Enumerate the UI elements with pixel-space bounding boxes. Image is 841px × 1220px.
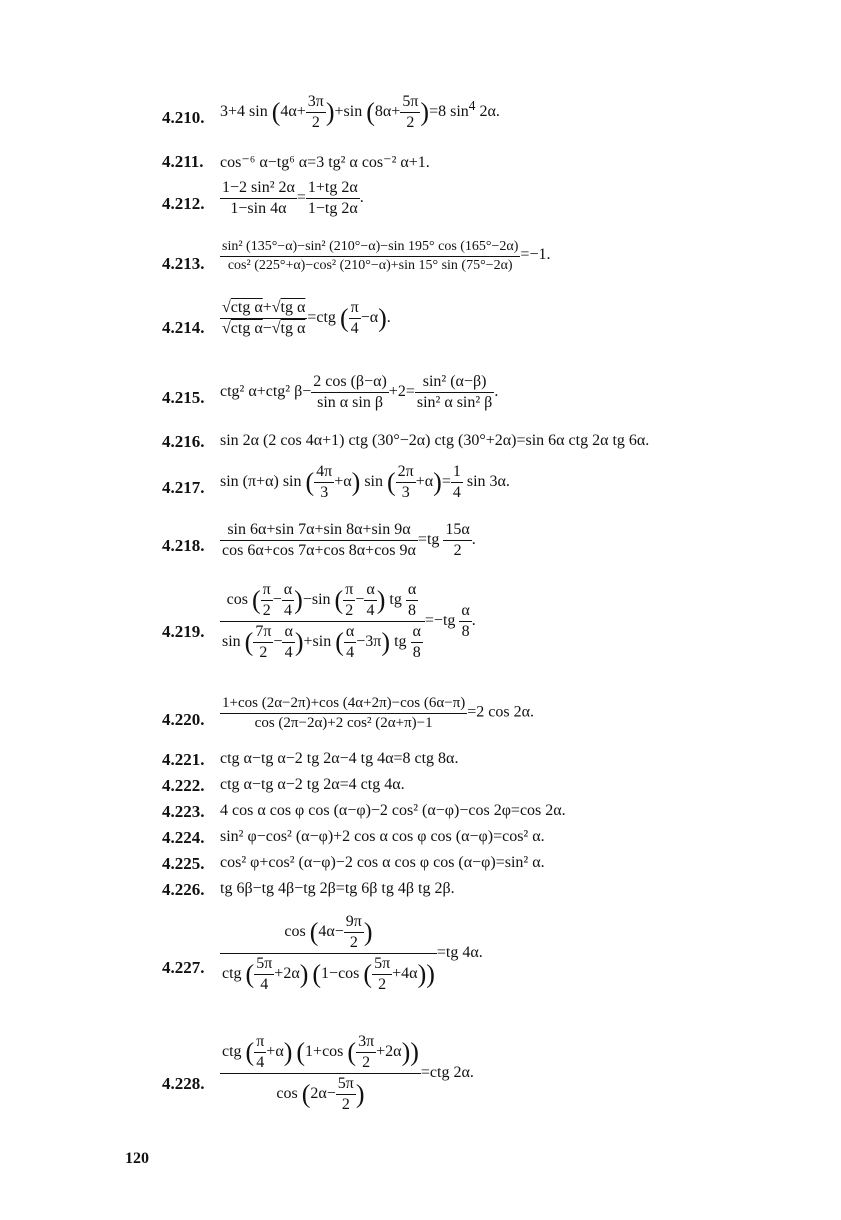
problem-4-220 bbox=[162, 694, 801, 746]
problem-number: 4.216. bbox=[162, 432, 205, 451]
problem-expression: $\frac{\text{sin² (135°−α)−sin² (210°−α)−sin 195° cos (165°−2α)}}{\text{cos² (225°+α)−cos² (210°−α)+sin 15° sin (75°−2α)}}$ =−1. bbox=[222, 239, 551, 273]
problem-4-225 bbox=[162, 854, 801, 876]
problem-expression: ctg α−tg α−2 tg 2α=4 ctg 4α. bbox=[220, 776, 405, 793]
problem-expression: ctg ( $\frac{\pi}{4}$ +α) (1+cos ( $\frac{3\pi}{2}$ +2α)) cos (2α− $\frac{5\pi}{2}$ ) =ctg 2α. bbox=[222, 1033, 474, 1113]
problem-4-213 bbox=[162, 238, 801, 290]
problem-number: 4.220. bbox=[162, 710, 205, 729]
problem-expression: $\frac{\text{1−2 sin² 2α}}{1-\sin 4\alpha}$ = $\frac{1+tg 2\alpha}{1-tg 2\alpha}$ . bbox=[222, 179, 364, 217]
problem-number: 4.227. bbox=[162, 958, 205, 977]
problem-number: 4.214. bbox=[162, 318, 205, 337]
problem-4-216 bbox=[162, 432, 801, 456]
problem-expression: $\frac{1+\cos (2\alpha-2\pi)+\cos (4\alpha+2\pi)-\cos (6\alpha-\pi)}{\text{cos (2π−2α)+2 cos² (2α+π)−1}}$ =2 cos 2α. bbox=[222, 695, 534, 731]
problem-expression: cos² φ+cos² (α−φ)−2 cos α cos φ cos (α−φ)=sin² α. bbox=[220, 854, 545, 871]
problem-number: 4.211. bbox=[162, 152, 204, 171]
problem-number: 4.218. bbox=[162, 536, 205, 555]
problem-4-219 bbox=[162, 580, 801, 690]
problem-4-223 bbox=[162, 802, 801, 824]
problem-expression: sin (π+α) sin ( $\frac{4\pi}{3}$ +α) sin ( $\frac{2\pi}{3}$ +α)= $\frac{1}{4}$ sin 3α. bbox=[220, 463, 510, 501]
problem-4-210 bbox=[162, 92, 801, 144]
problem-number: 4.219. bbox=[162, 622, 205, 641]
problem-number: 4.217. bbox=[162, 478, 205, 497]
problem-4-214 bbox=[162, 298, 801, 360]
problem-expression: ctg² α+ctg² β− $\frac{2 \cos (\beta-\alpha)}{\text{sin α sin β}}$ +2= $\frac{\text{sin² (α−β)}}{\text{sin² α sin² β}}$ . bbox=[220, 373, 499, 411]
problem-number: 4.222. bbox=[162, 776, 205, 795]
problem-4-211 bbox=[162, 152, 801, 176]
problem-4-212 bbox=[162, 178, 801, 228]
problem-expression: 3+4 sin (4α+ $\frac{3\pi}{2}$ )+sin (8α+ $\frac{5\pi}{2}$ )=8 $\sin^4 2\alpha$. bbox=[220, 93, 500, 131]
problem-expression: sin 2α (2 cos 4α+1) ctg (30°−2α) ctg (30°+2α)=sin 6α ctg 2α tg 6α. bbox=[220, 432, 650, 449]
problem-number: 4.225. bbox=[162, 854, 205, 873]
problem-expression: $\frac{\text{√ctg α+√tg α}}{\text{√ctg α−√tg α}}$ =ctg ( $\frac{\pi}{4}$ −α). bbox=[222, 299, 391, 337]
problem-number: 4.212. bbox=[162, 194, 205, 213]
problem-4-218 bbox=[162, 520, 801, 572]
page-number: 120 bbox=[125, 1150, 149, 1167]
problem-4-224 bbox=[162, 828, 801, 850]
problem-expression: tg 6β−tg 4β−tg 2β=tg 6β tg 4β tg 2β. bbox=[220, 880, 455, 897]
problem-4-215 bbox=[162, 372, 801, 424]
problem-4-226 bbox=[162, 880, 801, 902]
problem-expression: cos⁻⁶ α−tg⁶ α=3 tg² α cos⁻² α+1. bbox=[220, 154, 430, 171]
problem-4-221 bbox=[162, 750, 801, 772]
problem-number: 4.224. bbox=[162, 828, 205, 847]
problem-4-222 bbox=[162, 776, 801, 798]
problem-4-217 bbox=[162, 462, 801, 514]
problem-expression: $\frac{\sin 6\alpha+\sin 7\alpha+\sin 8\alpha+\sin 9\alpha}{\cos 6\alpha+\cos 7\alpha+\cos 8\alpha+\cos 9\alpha}$ =tg $\frac{15\alpha}{2}$ . bbox=[222, 521, 476, 559]
problem-number: 4.210. bbox=[162, 108, 205, 127]
problem-expression: cos ( $\frac{\pi}{2}$ − $\frac{\alpha}{4}$ )−sin ( $\frac{\pi}{2}$ − $\frac{\alpha}{4}$ ) tg $\frac{\alpha}{8}$ sin ( $\frac{7\pi}{2}$ − $\frac{\alpha}{4}$ )+sin ( $\frac{\alpha}{4}$ −3π) tg $\frac{\alpha}{8}$ =−tg $\frac{\alpha}{8}$ . bbox=[222, 581, 476, 661]
problem-4-227 bbox=[162, 912, 801, 1022]
problem-number: 4.213. bbox=[162, 254, 205, 273]
problem-number: 4.215. bbox=[162, 388, 205, 407]
problem-4-228 bbox=[162, 1032, 801, 1142]
problem-number: 4.228. bbox=[162, 1074, 205, 1093]
problem-number: 4.223. bbox=[162, 802, 205, 821]
problem-number: 4.226. bbox=[162, 880, 205, 899]
problem-expression: sin² φ−cos² (α−φ)+2 cos α cos φ cos (α−φ)=cos² α. bbox=[220, 828, 545, 845]
problem-expression: 4 cos α cos φ cos (α−φ)−2 cos² (α−φ)−cos 2φ=cos 2α. bbox=[220, 802, 566, 819]
problem-expression: cos (4α− $\frac{9\pi}{2}$ ) ctg ( $\frac{5\pi}{4}$ +2α) (1−cos ( $\frac{5\pi}{2}$ +4α)) =tg 4α. bbox=[222, 913, 483, 993]
problem-number: 4.221. bbox=[162, 750, 205, 769]
problem-expression: ctg α−tg α−2 tg 2α−4 tg 4α=8 ctg 8α. bbox=[220, 750, 459, 767]
